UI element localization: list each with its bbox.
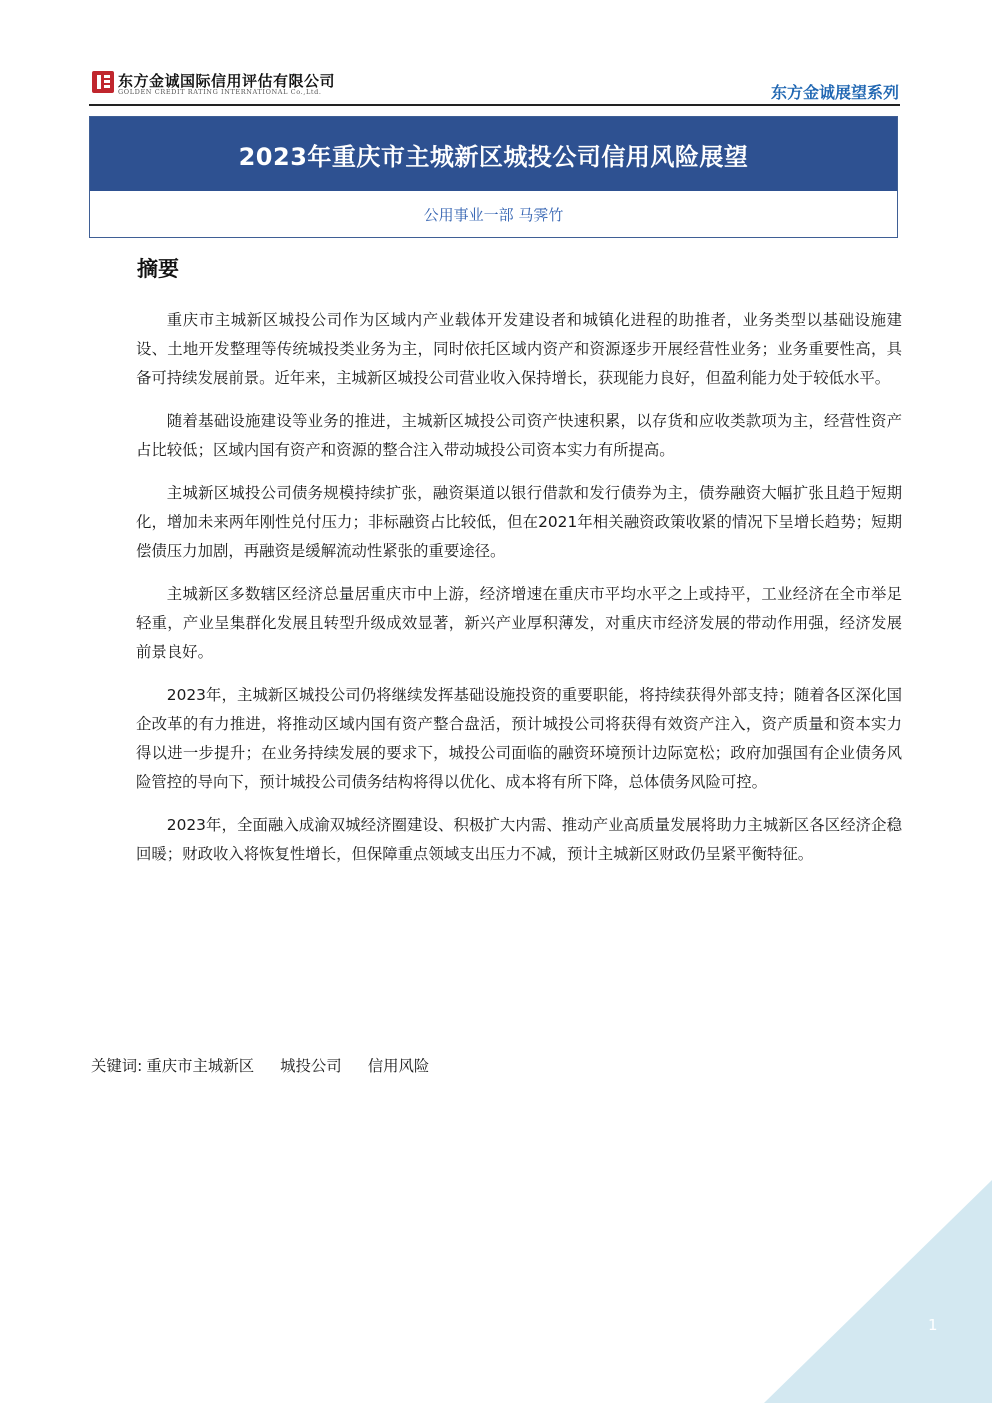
page-number: 1 [928,1316,938,1334]
company-name-cn: 东方金诚国际信用评估有限公司 [118,72,336,90]
abstract-paragraph: 2023年，全面融入成渝双城经济圈建设、积极扩大内需、推动产业高质量发展将助力主城新区各区经济企稳回暖；财政收入将恢复性增长，但保障重点领域支出压力不减，预计主城新区财政仍呈紧平衡特征。 [136,816,902,863]
company-name-en: GOLDEN CREDIT RATING INTERNATIONAL Co.,Ltd. [118,88,322,96]
abstract-paragraph: 重庆市主城新区城投公司作为区域内产业载体开发建设者和城镇化进程的助推者，业务类型以基础设施建设、土地开发整理等传统城投类业务为主，同时依托区域内资产和资源逐步开展经营性业务；业务重要性高，具备可持续发展前景。近年来，主城新区城投公司营业收入保持增长，获现能力良好，但盈利能力处于较低水平。 [136,311,902,387]
abstract-body [136,306,902,883]
keyword-item: 重庆市主城新区 [146,1057,255,1075]
company-logo-icon [92,71,114,93]
header-divider [89,104,900,106]
series-title: 东方金诚展望系列 [770,83,899,102]
keywords-label: 关键词: [91,1057,143,1075]
keywords-line [91,1054,455,1076]
keyword-item: 城投公司 [280,1057,342,1075]
abstract-paragraph: 2023年，主城新区城投公司仍将继续发挥基础设施投资的重要职能，将持续获得外部支持；随着各区深化国企改革的有力推进，将推动区域内国有资产整合盘活，预计城投公司将获得有效资产注入，资产质量和资本实力得以进一步提升；在业务持续发展的要求下，城投公司面临的融资环境预计边际宽松；政府加强国有企业债务风险管控的导向下，预计城投公司债务结构将得以优化、成本将有所下降，总体债务风险可控。 [136,686,902,791]
page-header [0,0,992,106]
report-author: 公用事业一部 马霁竹 [423,205,564,224]
abstract-paragraph: 主城新区城投公司债务规模持续扩张，融资渠道以银行借款和发行债券为主，债券融资大幅扩张且趋于短期化，增加未来两年刚性兑付压力；非标融资占比较低，但在2021年相关融资政策收紧的情况下呈增长趋势；短期偿债压力加剧，再融资是缓解流动性紧张的重要途径。 [136,484,902,560]
abstract-paragraph: 主城新区多数辖区经济总量居重庆市中上游，经济增速在重庆市平均水平之上或持平，工业经济在全市举足轻重，产业呈集群化发展且转型升级成效显著，新兴产业厚积薄发，对重庆市经济发展的带动作用强，经济发展前景良好。 [136,585,902,661]
report-title-box [89,116,898,238]
corner-decoration [764,1180,992,1403]
abstract-paragraph: 随着基础设施建设等业务的推进，主城新区城投公司资产快速积累，以存货和应收类款项为主，经营性资产占比较低；区域内国有资产和资源的整合注入带动城投公司资本实力有所提高。 [136,412,902,459]
abstract-heading: 摘要 [137,257,179,281]
report-title: 2023年重庆市主城新区城投公司信用风险展望 [90,117,897,191]
keyword-item: 信用风险 [367,1057,430,1075]
